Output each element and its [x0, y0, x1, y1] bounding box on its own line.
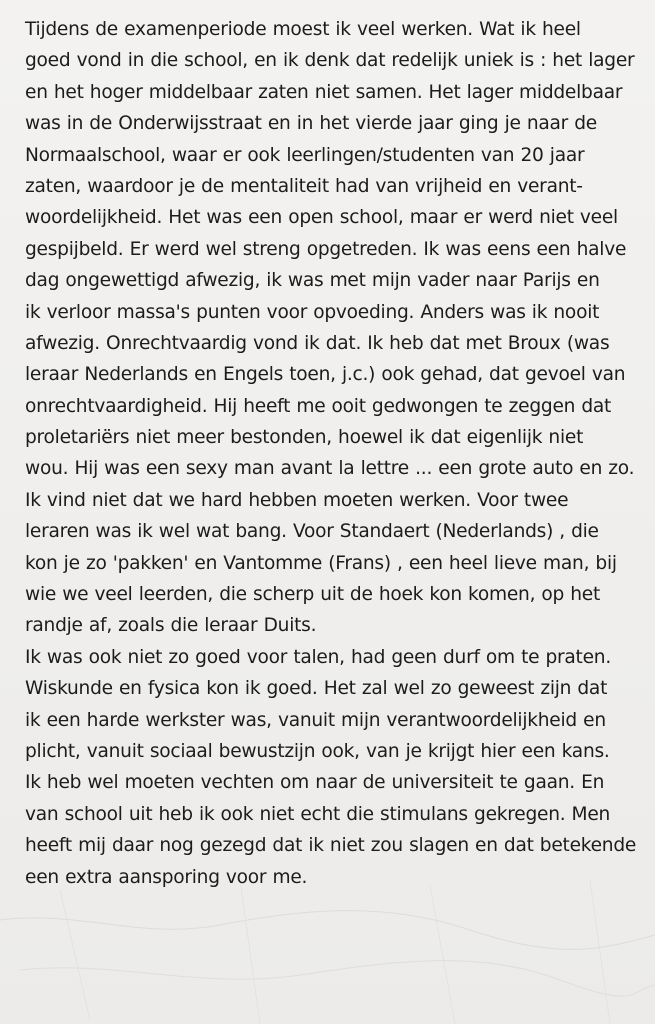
text-line: plicht, vanuit sociaal bewustzijn ook, van je krijgt hier een kans.	[25, 740, 610, 762]
text-line: Ik heb wel moeten vechten om naar de universiteit te gaan. En	[25, 772, 605, 794]
text-line: zaten, waardoor je de mentaliteit had van vrijheid en verant-	[25, 175, 583, 197]
paragraph	[25, 642, 645, 893]
text-line: van school uit heb ik ook niet echt die stimulans gekregen. Men	[25, 803, 611, 825]
text-line: een extra aansporing voor me.	[25, 866, 308, 888]
text-line: ik verloor massa's punten voor opvoeding. Anders was ik nooit	[25, 301, 600, 323]
text-line: leraar Nederlands en Engels toen, j.c.) ook gehad, dat gevoel van	[25, 364, 626, 386]
text-line: gespijbeld. Er werd wel streng opgetreden. Ik was eens een halve	[25, 238, 627, 260]
text-line: Ik was ook niet zo goed voor talen, had geen durf om te praten.	[25, 646, 611, 668]
text-line: leraren was ik wel wat bang. Voor Standaert (Nederlands) , die	[25, 521, 599, 543]
text-line: proletariërs niet meer bestonden, hoewel ik dat eigenlijk niet	[25, 427, 584, 449]
text-line: afwezig. Onrechtvaardig vond ik dat. Ik heb dat met Broux (was	[25, 332, 610, 354]
text-line: en het hoger middelbaar zaten niet samen. Het lager middelbaar	[25, 81, 623, 103]
text-line: dag ongewettigd afwezig, ik was met mijn vader naar Parijs en	[25, 270, 600, 292]
text-line: Tijdens de examenperiode moest ik veel werken. Wat ik heel	[25, 19, 581, 40]
text-line: woordelijkheid. Het was een open school, maar er werd niet veel	[25, 207, 618, 229]
text-line: heeft mij daar nog gezegd dat ik niet zou slagen en dat betekende	[25, 835, 637, 857]
body-text	[25, 14, 645, 893]
text-line: Wiskunde en fysica kon ik goed. Het zal wel zo geweest zijn dat	[25, 678, 608, 700]
text-line: onrechtvaardigheid. Hij heeft me ooit gedwongen te zeggen dat	[25, 395, 612, 417]
text-line: Ik vind niet dat we hard hebben moeten werken. Voor twee	[25, 489, 569, 511]
text-line: was in de Onderwijsstraat en in het vierde jaar ging je naar de	[25, 113, 597, 135]
text-line: Normaalschool, waar er ook leerlingen/studenten van 20 jaar	[25, 144, 585, 166]
text-line: wou. Hij was een sexy man avant la lettre ... een grote auto en zo.	[25, 458, 635, 480]
text-line: kon je zo 'pakken' en Vantomme (Frans) , een heel lieve man, bij	[25, 552, 617, 574]
text-line: randje af, zoals die leraar Duits.	[25, 615, 317, 637]
faint-background-sketch	[0, 880, 655, 1024]
paragraph	[25, 14, 645, 642]
text-line: goed vond in die school, en ik denk dat redelijk uniek is : het lager	[25, 50, 635, 72]
text-line: ik een harde werkster was, vanuit mijn verantwoordelijkheid en	[25, 709, 606, 731]
text-line: wie we veel leerden, die scherp uit de hoek kon komen, op het	[25, 584, 601, 606]
